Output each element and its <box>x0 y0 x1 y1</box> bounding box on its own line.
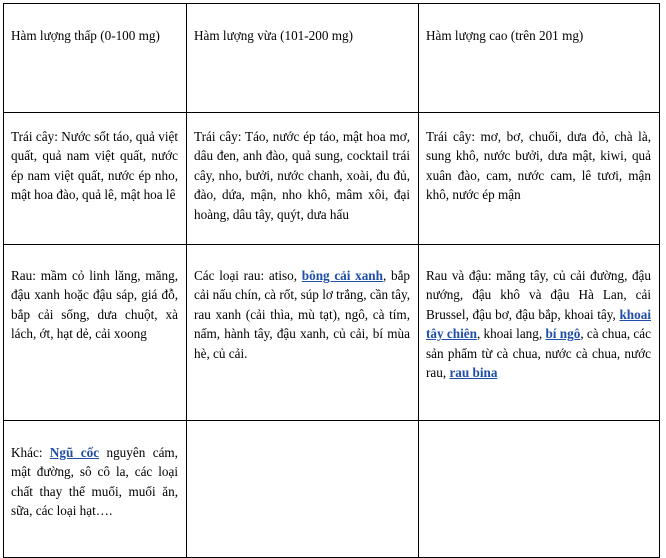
header-low: Hàm lượng thấp (0-100 mg) <box>4 4 187 113</box>
veg-high-cell <box>419 245 660 421</box>
fruit-high-cell: Trái cây: mơ, bơ, chuối, dưa đỏ, chà là, sung khô, nước bưởi, dưa mật, kiwi, quả xuân đào, cam, nước cam, lê tươi, mận khô, nước ép mận <box>419 113 660 245</box>
header-high: Hàm lượng cao (trên 201 mg) <box>419 4 660 113</box>
veg-low-cell: Rau: mầm cỏ linh lăng, măng, đậu xanh hoặc đậu sáp, giá đỗ, bắp cải sống, dưa chuột, xà lách, ớt, hạt dẻ, cải xoong <box>4 245 187 421</box>
table-row-vegetables <box>4 245 660 421</box>
other-low-cell <box>4 421 187 558</box>
veg-medium-cell <box>187 245 419 421</box>
other-high-cell <box>419 421 660 558</box>
other-low-text-after: nguyên cám, mật đường, sô cô la, các loại chất thay thế muối, muối ăn, sữa, các loại hạt…. <box>11 445 178 519</box>
fruit-medium-cell: Trái cây: Táo, nước ép táo, mật hoa mơ, dâu đen, anh đào, quả sung, cocktail trái cây, nho, bưởi, nước chanh, xoài, đu đủ, đào, dứa, mận, nho khô, mâm xôi, đại hoàng, dâu tây, quýt, dưa hấu <box>187 113 419 245</box>
veg-high-text-part1: Rau và đậu: măng tây, củ cải đường, đậu nướng, đậu khô và đậu Hà Lan, cải Brussel, đậu bơ, đậu bắp, khoai tây, <box>426 268 651 322</box>
veg-medium-text-before: Các loại rau: atiso, <box>194 268 302 283</box>
link-khoai-tay-chien[interactable]: khoai tây chiên <box>426 306 651 342</box>
link-rau-bina[interactable]: rau bina <box>449 365 498 381</box>
link-bong-cai-xanh[interactable]: bông cải xanh <box>301 268 383 283</box>
veg-medium-text-after: , bắp cải nấu chín, cà rốt, súp lơ trắng, cần tây, rau xanh (cải thìa, mù tạt), ngô, cà tím, nấm, hành tây, đậu xanh, củ cải, bí mùa hè, củ cải. <box>194 268 411 361</box>
potassium-content-table <box>3 3 660 558</box>
fruit-low-cell: Trái cây: Nước sốt táo, quả việt quất, quả nam việt quất, nước ép nam việt quất, nước ép nho, mật hoa đào, quả lê, mật hoa lê <box>4 113 187 245</box>
header-medium: Hàm lượng vừa (101-200 mg) <box>187 4 419 113</box>
other-medium-cell <box>187 421 419 558</box>
table-row-fruit <box>4 113 660 245</box>
link-bi-ngo[interactable]: bí ngô <box>545 326 581 342</box>
veg-high-text-part3: , cà chua, các sản phẩm từ cà chua, nước cà chua, nước rau, <box>426 326 651 381</box>
veg-high-text-part2: , khoai lang, <box>476 326 546 342</box>
other-low-text-before: Khác: <box>11 445 50 460</box>
table-header-row <box>4 4 660 113</box>
link-ngu-coc[interactable]: Ngũ cốc <box>49 445 100 460</box>
table-row-other <box>4 421 660 558</box>
